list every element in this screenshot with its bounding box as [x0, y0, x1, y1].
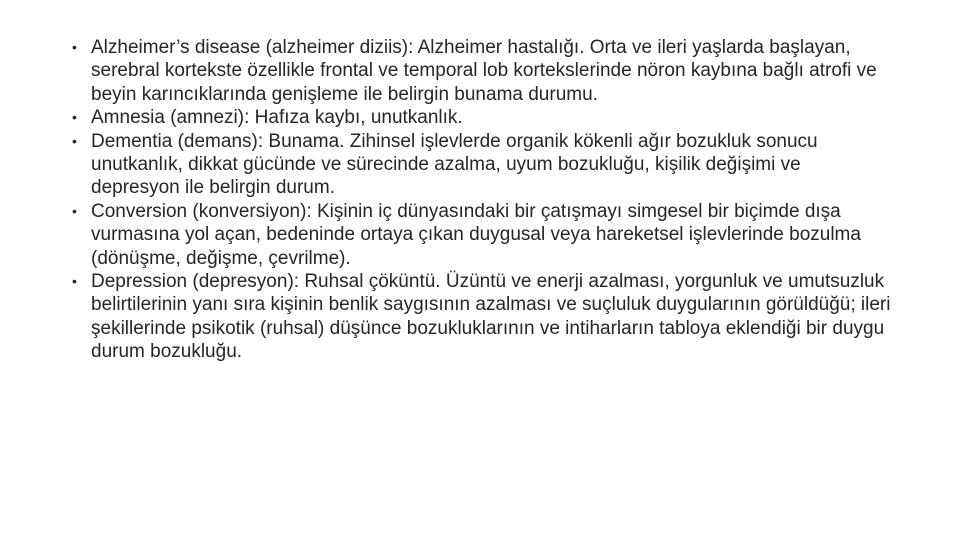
list-item: [72, 36, 892, 106]
list-item-text: Dementia (demans): Bunama. Zihinsel işlevlerde organik kökenli ağır bozukluk sonucu unutkanlık, dikkat gücünde ve sürecinde azalma, uyum bozukluğu, kişilik değişimi ve depresyon ile belirgin durum.: [91, 130, 818, 199]
list-item-text: Alzheimer’s disease (alzheimer diziis): Alzheimer hastalığı. Orta ve ileri yaşlarda başlayan, serebral kortekste özellikle frontal ve temporal lob kortekslerinde nöron kaybına bağlı atrofi ve beyin karıncıklarında genişleme ile belirgin bunama durumu.: [91, 37, 877, 105]
list-item-text: Conversion (konversiyon): Kişinin iç dünyasındaki bir çatışmayı simgesel bir biçimde dışa vurmasına yol açan, bedeninde ortaya çıkan duygusal veya hareketsel işlevlerinde bozulma (dönüşme, değişme, çevrilme).: [91, 200, 861, 269]
bullet-icon: •: [72, 109, 77, 126]
bullet-list: [72, 36, 892, 364]
list-item: [72, 106, 892, 129]
bullet-icon: •: [72, 202, 77, 219]
list-item-text: Depression (depresyon): Ruhsal çöküntü. Üzüntü ve enerji azalması, yorgunluk ve umutsuzluk belirtilerinin yanı sıra kişinin benlik saygısının azalması ve suçluluk duygularının görüldüğü; ileri şekillerinde psikotik (ruhsal) düşünce bozukluklarının ve intiharların tabloya eklendiği bir duygu durum bozukluğu.: [91, 271, 891, 363]
bullet-icon: •: [72, 132, 77, 149]
bullet-icon: •: [72, 273, 77, 290]
list-item-text: Amnesia (amnezi): Hafıza kaybı, unutkanlık.: [91, 107, 463, 129]
bullet-icon: •: [72, 39, 77, 55]
list-item: [72, 130, 892, 200]
list-item: [72, 200, 892, 270]
list-item: [72, 270, 892, 364]
